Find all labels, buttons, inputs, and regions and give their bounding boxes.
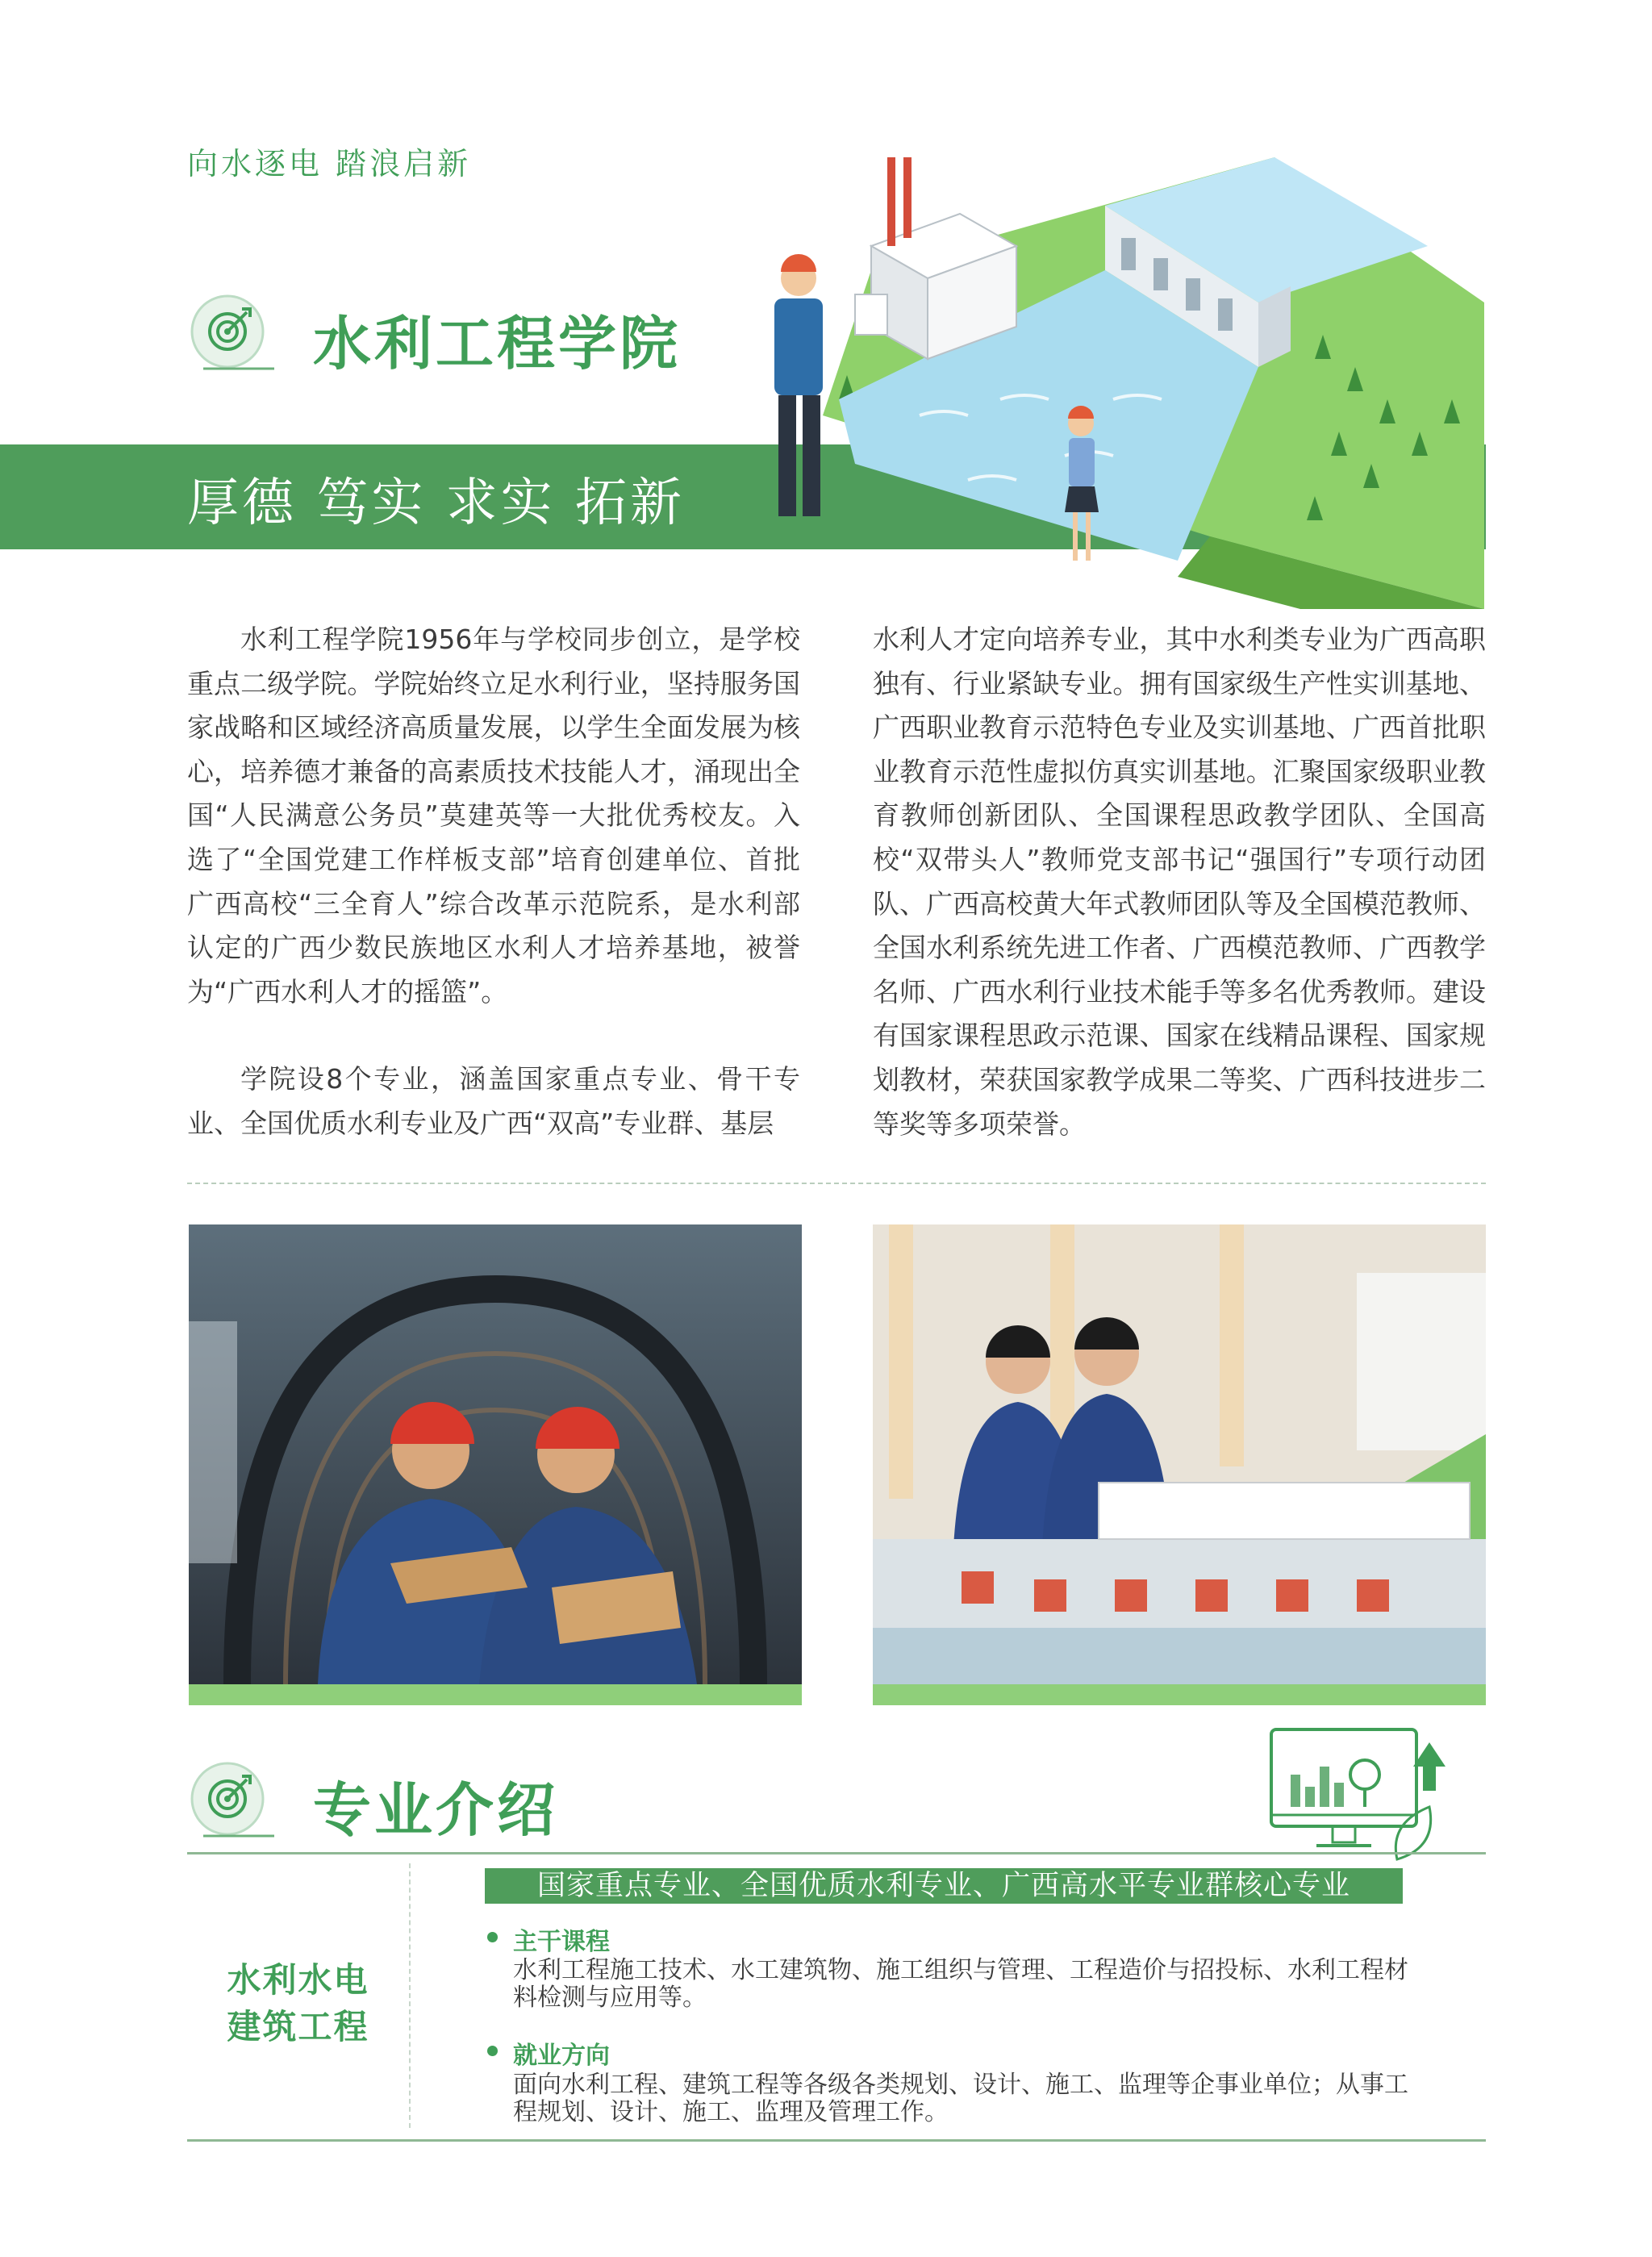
bullet-dot [487, 2046, 498, 2056]
table-column-divider [409, 1863, 411, 2128]
students-hardhat-photo [189, 1224, 802, 1684]
intro-paragraph-2-continued: 水利人才定向培养专业，其中水利类专业为广西高职独有、行业紧缺专业。拥有国家级生产性实训基地、广西职业教育示范特色专业及实训基地、广西首批职业教育示范性虚拟仿真实训基地。汇聚国家级职业教育教师创新团队、全国课程思政教学团队、全国高校“双带头人”教师党支部书记“强国行”专项行动团队、广西高校黄大年式教师团队等及全国模范教师、全国水利系统先进工作者、广西模范教师、广西教学名师、广西水利行业技术能手等多名优秀教师。建设有国家课程思政示范课、国家在线精品课程、国家规划教材，荣获国家教学成果二等奖、广西科技进步二等奖等多项荣誉。 [873, 624, 1486, 1140]
jobs-label: 就业方向 [513, 2042, 610, 2070]
table-top-rule [187, 1852, 1486, 1854]
college-title: 水利工程学院 [313, 310, 682, 378]
table-bottom-rule [187, 2139, 1486, 2142]
college-motto: 厚德 笃实 求实 拓新 [187, 474, 686, 533]
photo-caption-bar [873, 1684, 1486, 1705]
analytics-monitor-icon [1268, 1726, 1470, 1863]
major-name-line-2: 建筑工程 [227, 2007, 369, 2046]
target-icon [187, 1758, 274, 1846]
hydropower-dam-illustration [758, 157, 1484, 609]
header-slogan: 向水逐电 踏浪启新 [187, 146, 472, 181]
courses-description: 水利工程施工技术、水工建筑物、施工组织与管理、工程造价与招投标、水利工程材料检测与应用等。 [513, 1956, 1408, 2012]
bullet-dot [487, 1932, 498, 1942]
majors-title: 专业介绍 [313, 1776, 559, 1844]
section-divider [187, 1183, 1486, 1184]
target-icon [187, 291, 274, 378]
major-tags-bar: 国家重点专业、全国优质水利专业、广西高水平专业群核心专业 [485, 1868, 1403, 1904]
intro-left-column [187, 618, 800, 1146]
students-model-lab-photo [873, 1224, 1486, 1684]
intro-paragraph-1: 水利工程学院1956年与学校同步创立，是学校重点二级学院。学院始终立足水利行业，坚持服务国家战略和区域经济高质量发展，以学生全面发展为核心，培养德才兼备的高素质技术技能人才，涌现出全国“人民满意公务员”莫建英等一大批优秀校友。入选了“全国党建工作样板支部”培育创建单位、首批广西高校“三全育人”综合改革示范院系，是水利部认定的广西少数民族地区水利人才培养基地，被誉为“广西水利人才的摇篮”。 [187, 624, 800, 1008]
jobs-description: 面向水利工程、建筑工程等各级各类规划、设计、施工、监理等企事业单位；从事工程规划、设计、施工、监理及管理工作。 [513, 2071, 1408, 2126]
intro-right-column [873, 618, 1486, 1146]
photo-caption-bar [189, 1684, 802, 1705]
courses-label: 主干课程 [513, 1928, 610, 1956]
major-name-line-1: 水利水电 [227, 1960, 369, 2000]
intro-paragraph-2: 学院设8个专业，涵盖国家重点专业、骨干专业、全国优质水利专业及广西“双高”专业群、基层 [187, 1063, 800, 1139]
major-name [187, 1957, 409, 2050]
